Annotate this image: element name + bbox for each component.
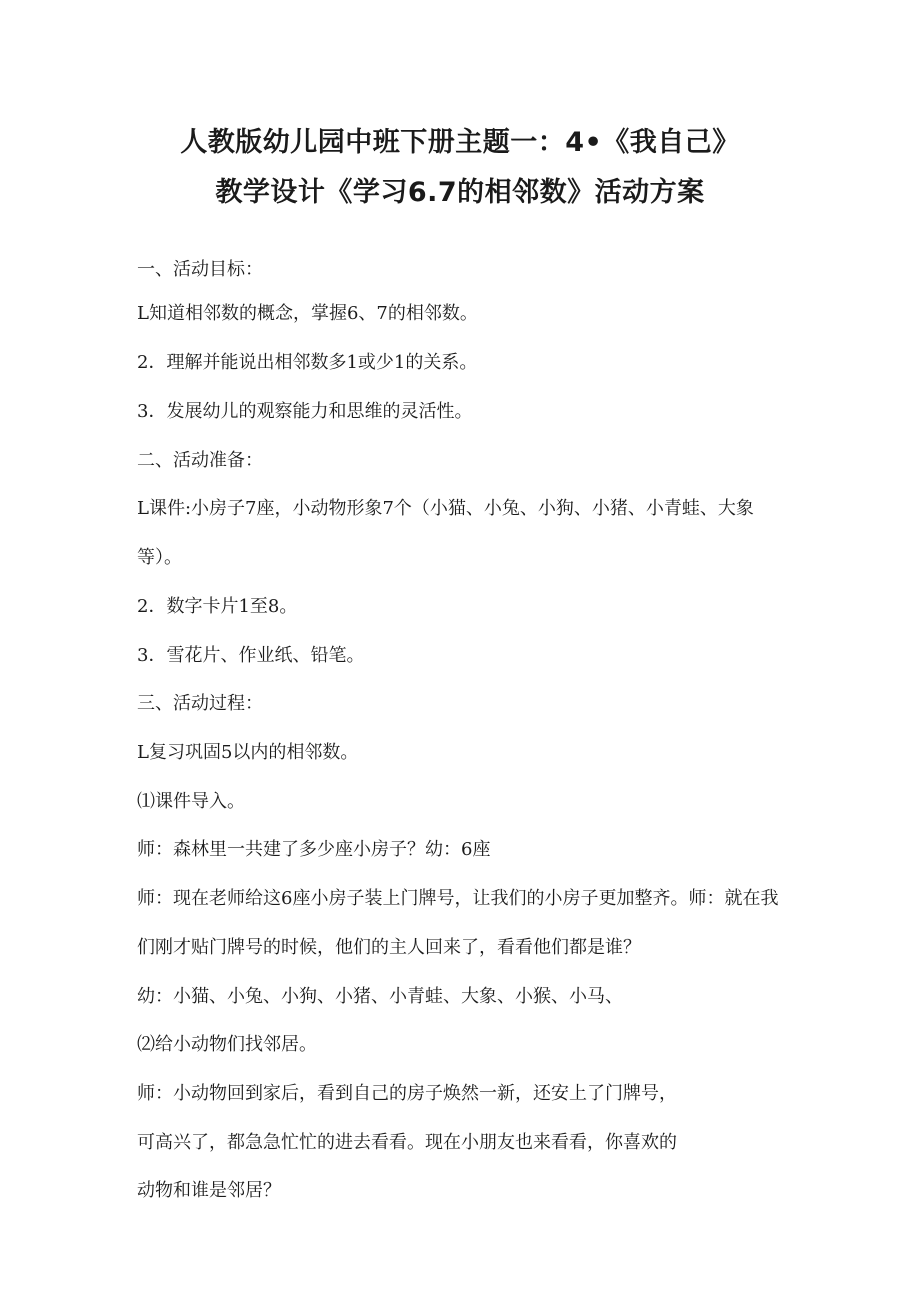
paragraph-line: 幼：小猫、小兔、小狗、小猪、小青蛙、大象、小猴、小马、 <box>137 986 623 1007</box>
document-title-line-1: 人教版幼儿园中班下册主题一：4•《我自己》 <box>180 127 740 158</box>
section-heading-goals: 一、活动目标： <box>137 259 263 280</box>
paragraph-line: 等）。 <box>137 547 182 568</box>
paragraph-line: 可高兴了，都急急忙忙的进去看看。现在小朋友也来看看，你喜欢的 <box>137 1132 677 1153</box>
paragraph-line: 师：森林里一共建了多少座小房子？幼：6座 <box>137 839 491 860</box>
paragraph-line: 们刚才贴门牌号的时候，他们的主人回来了，看看他们都是谁？ <box>137 937 641 958</box>
paragraph-line: 2．数字卡片1至8。 <box>137 596 298 617</box>
paragraph-line: 师：现在老师给这6座小房子装上门牌号，让我们的小房子更加整齐。师：就在我 <box>137 888 779 909</box>
paragraph-line: 2．理解并能说出相邻数多1或少1的关系。 <box>137 352 478 373</box>
paragraph-line: 师：小动物回到家后，看到自己的房子焕然一新，还安上了门牌号， <box>137 1083 677 1104</box>
paragraph-line: 动物和谁是邻居？ <box>137 1180 281 1201</box>
section-heading-process: 三、活动过程： <box>137 693 263 714</box>
section-heading-preparation: 二、活动准备： <box>137 450 263 471</box>
paragraph-line: 3．发展幼儿的观察能力和思维的灵活性。 <box>137 401 473 422</box>
paragraph-line: L知道相邻数的概念，掌握6、7的相邻数。 <box>137 303 478 324</box>
paragraph-line: 3．雪花片、作业纸、铅笔。 <box>137 645 365 666</box>
paragraph-line: L课件:小房子7座，小动物形象7个（小猫、小兔、小狗、小猪、小青蛙、大象 <box>137 498 754 519</box>
paragraph-line: ⑵给小动物们找邻居。 <box>137 1034 317 1055</box>
paragraph-line: ⑴课件导入。 <box>137 791 245 812</box>
document-title-line-2: 教学设计《学习6.7的相邻数》活动方案 <box>215 177 705 208</box>
paragraph-line: L复习巩固5以内的相邻数。 <box>137 742 359 763</box>
